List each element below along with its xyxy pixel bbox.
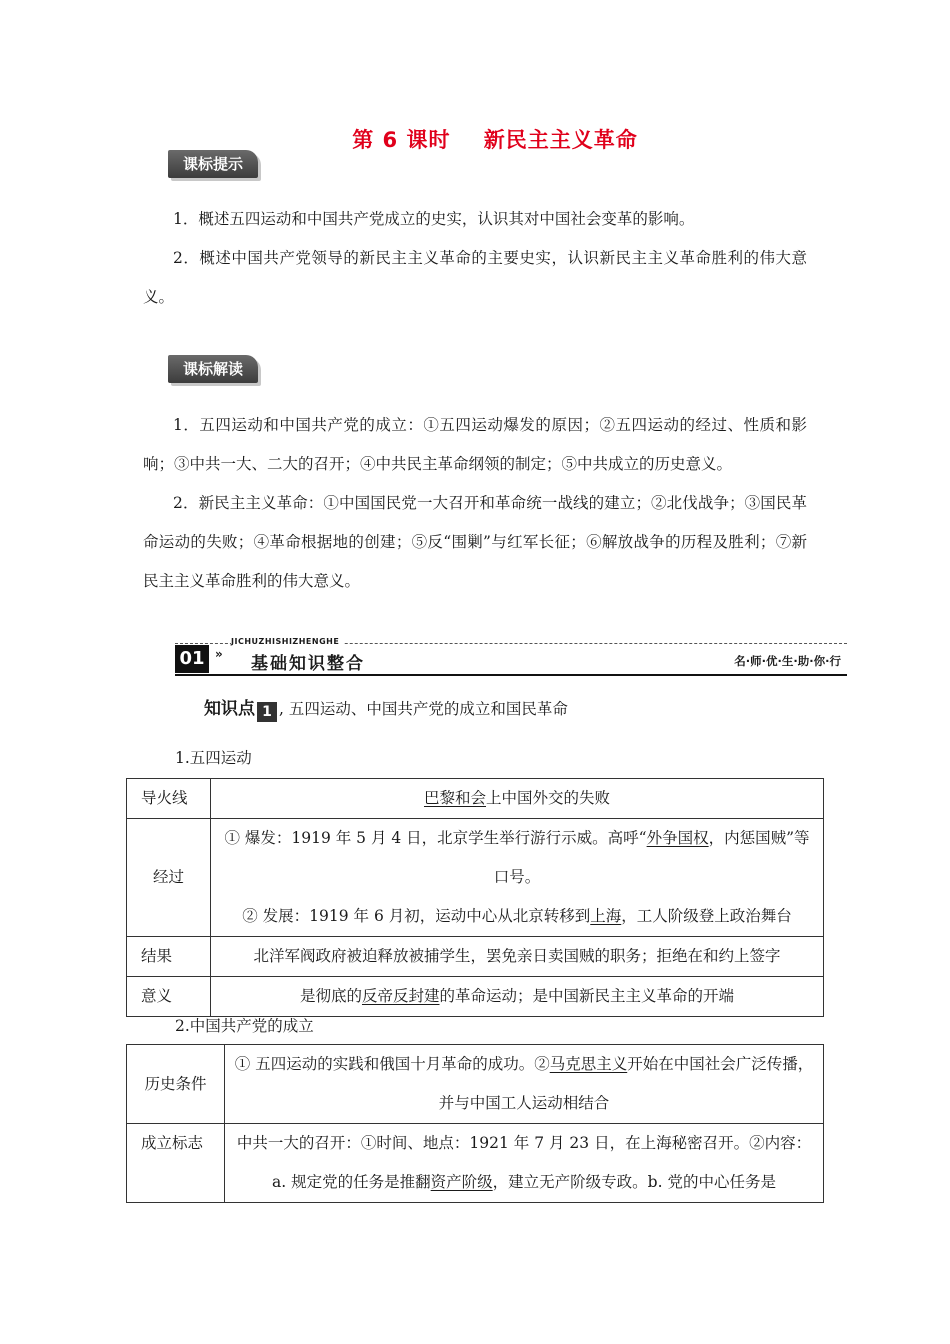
section-slogan: 名·师·优·生·助·你·行 [734, 654, 841, 668]
section-number: 01 [175, 645, 209, 673]
tag-curriculum-hints: 课标提示 [168, 150, 258, 178]
underline-external-rights: 外争国权 [646, 829, 709, 847]
underline-bourgeoisie: 资产阶级 [430, 1173, 493, 1191]
interpret-item-1: 1．五四运动和中国共产党的成立：①五四运动爆发的原因；②五四运动的经过、性质和影响；③中共一大、二大的召开；④中共民主革命纲领的制定；⑤中共成立的历史意义。 [143, 416, 807, 473]
row-label-conditions: 历史条件 [127, 1045, 225, 1124]
section-code: JICHUZHISHIZHENGHE [231, 637, 343, 646]
underline-marxism: 马克思主义 [549, 1055, 628, 1073]
tag-curriculum-interpretation: 课标解读 [168, 355, 258, 383]
table-row [127, 937, 824, 977]
row-label-result: 结果 [127, 937, 211, 977]
standard-item-2: 2．概述中国共产党领导的新民主主义革命的主要史实，认识新民主主义革命胜利的伟大意义。 [143, 249, 807, 306]
row-content-process: ① 爆发：1919 年 5 月 4 日，北京学生举行游行示威。高呼“外争国权，内惩国贼”等口号。 ② 发展：1919 年 6 月初，运动中心从北京转移到上海，工人阶级登上政治舞台 [211, 819, 824, 937]
knowledge-point-label: 知识点 [204, 699, 255, 719]
row-content-conditions: ① 五四运动的实践和俄国十月革命的成功。②马克思主义开始在中国社会广泛传播，并与中国工人运动相结合 [225, 1045, 824, 1124]
row-label-founding: 成立标志 [127, 1124, 225, 1203]
row-content-founding: 中共一大的召开：①时间、地点：1921 年 7 月 23 日，在上海秘密召开。②内容：a. 规定党的任务是推翻资产阶级，建立无产阶级专政。b. 党的中心任务是 [225, 1124, 824, 1203]
section-underline [175, 674, 847, 676]
underline-paris-conference: 巴黎和会 [423, 789, 486, 807]
underline-anti-imperialism: 反帝反封建 [361, 987, 440, 1005]
table2-heading: 2.中国共产党的成立 [175, 1017, 314, 1035]
page-title: 第 6 课时 新民主主义革命 [352, 128, 638, 152]
knowledge-point-text: , 五四运动、中国共产党的成立和国民革命 [279, 700, 568, 718]
interpret-item-2: 2．新民主主义革命：①中国国民党一大召开和革命统一战线的建立；②北伐战争；③国民革命运动的失败；④革命根据地的创建；⑤反“围剿”与红军长征；⑥解放战争的历程及胜利；⑦新民主主义革命胜利的伟大意义。 [143, 494, 807, 590]
table-row [127, 1124, 824, 1203]
section-arrow-icon: » [215, 647, 223, 661]
row-label-meaning: 意义 [127, 977, 211, 1017]
table1-heading: 1.五四运动 [175, 749, 252, 767]
section-title: 基础知识整合 [251, 654, 365, 674]
knowledge-point-heading [204, 694, 568, 722]
may-fourth-table [126, 778, 824, 1017]
row-content-result: 北洋军阀政府被迫释放被捕学生，罢免亲日卖国贼的职务；拒绝在和约上签字 [211, 937, 824, 977]
underline-shanghai: 上海 [590, 907, 622, 925]
row-content-meaning: 是彻底的反帝反封建的革命运动；是中国新民主主义革命的开端 [211, 977, 824, 1017]
row-content-fuse: 巴黎和会上中国外交的失败 [211, 779, 824, 819]
knowledge-point-number: 1 [257, 702, 277, 722]
cpc-founding-table [126, 1044, 824, 1203]
table-row [127, 977, 824, 1017]
row-label-process: 经过 [127, 819, 211, 937]
section-header [175, 637, 847, 677]
table-row [127, 819, 824, 937]
table-row [127, 1045, 824, 1124]
standard-item-1: 1．概述五四运动和中国共产党成立的史实，认识其对中国社会变革的影响。 [173, 210, 695, 228]
table-row [127, 779, 824, 819]
row-label-fuse: 导火线 [127, 779, 211, 819]
